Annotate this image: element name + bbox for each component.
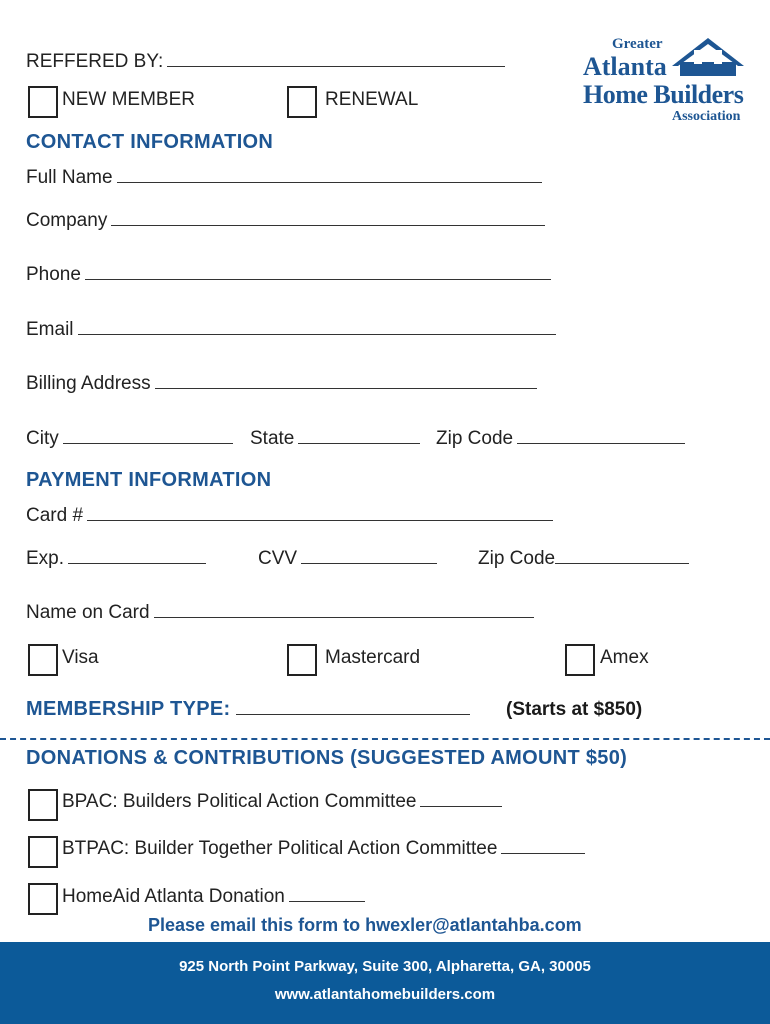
phone-input[interactable] xyxy=(85,263,551,280)
bpac-amount-input[interactable] xyxy=(420,790,502,807)
exp-label: Exp. xyxy=(26,548,65,569)
mastercard-label: Mastercard xyxy=(325,647,421,668)
card-zip-label: Zip Code xyxy=(478,548,556,569)
membership-price-note: (Starts at $850) xyxy=(506,699,643,720)
btpac-checkbox[interactable] xyxy=(28,836,58,868)
full-name-field xyxy=(26,166,542,189)
name-on-card-field xyxy=(26,601,534,624)
zip-input[interactable] xyxy=(517,427,685,444)
donations-heading: DONATIONS & CONTRIBUTIONS (SUGGESTED AMOUNT $50) xyxy=(26,747,628,769)
gahba-logo xyxy=(580,36,748,128)
payment-heading: PAYMENT INFORMATION xyxy=(26,469,272,491)
phone-label: Phone xyxy=(26,264,81,285)
email-field xyxy=(26,318,556,341)
dashed-divider xyxy=(0,738,770,740)
new-member-label: NEW MEMBER xyxy=(62,89,195,110)
logo-atlanta: Atlanta xyxy=(583,52,667,81)
billing-address-field xyxy=(26,372,537,395)
state-field xyxy=(250,427,420,450)
city-input[interactable] xyxy=(63,427,233,444)
exp-field xyxy=(26,547,206,570)
bpac-checkbox[interactable] xyxy=(28,789,58,821)
bpac-label: BPAC: Builders Political Action Committee xyxy=(62,791,417,812)
footer-website-link[interactable]: www.atlantahomebuilders.com xyxy=(274,986,496,1003)
logo-association: Association xyxy=(672,109,741,124)
card-label: Card # xyxy=(26,505,84,526)
cvv-input[interactable] xyxy=(301,547,437,564)
contact-heading: CONTACT INFORMATION xyxy=(26,131,274,153)
company-label: Company xyxy=(26,210,108,231)
renewal-checkbox[interactable] xyxy=(287,86,317,118)
renewal-label: RENEWAL xyxy=(325,89,419,110)
homeaid-label: HomeAid Atlanta Donation xyxy=(62,886,285,907)
btpac-label: BTPAC: Builder Together Political Action Committee xyxy=(62,838,498,859)
card-field xyxy=(26,504,553,527)
btpac-field xyxy=(62,837,585,860)
zip-field xyxy=(436,427,685,450)
mastercard-checkbox[interactable] xyxy=(287,644,317,676)
card-zip-input[interactable] xyxy=(555,547,689,564)
company-input[interactable] xyxy=(111,209,545,226)
billing-address-input[interactable] xyxy=(155,372,537,389)
city-field xyxy=(26,427,233,450)
cvv-label: CVV xyxy=(258,548,298,569)
visa-checkbox[interactable] xyxy=(28,644,58,676)
amex-checkbox[interactable] xyxy=(565,644,595,676)
new-member-checkbox[interactable] xyxy=(28,86,58,118)
state-input[interactable] xyxy=(298,427,420,444)
amex-label: Amex xyxy=(600,647,649,668)
card-zip-field xyxy=(478,547,689,570)
membership-type-label: MEMBERSHIP TYPE: xyxy=(26,698,231,720)
membership-type-field xyxy=(26,698,470,721)
zip-label: Zip Code xyxy=(436,428,514,449)
card-input[interactable] xyxy=(87,504,553,521)
email-input[interactable] xyxy=(78,318,556,335)
city-label: City xyxy=(26,428,59,449)
referred-by-field xyxy=(26,50,505,73)
referred-by-label: REFFERED BY: xyxy=(26,51,164,72)
full-name-label: Full Name xyxy=(26,167,113,188)
email-instructions: Please email this form to hwexler@atlantahba.com xyxy=(148,915,582,935)
membership-type-input[interactable] xyxy=(236,698,470,715)
phone-field xyxy=(26,263,551,286)
homeaid-checkbox[interactable] xyxy=(28,883,58,915)
billing-address-label: Billing Address xyxy=(26,373,151,394)
bpac-field xyxy=(62,790,502,813)
name-on-card-label: Name on Card xyxy=(26,602,150,623)
referred-by-input[interactable] xyxy=(167,50,505,67)
email-label: Email xyxy=(26,319,74,340)
homeaid-amount-input[interactable] xyxy=(289,885,365,902)
state-label: State xyxy=(250,428,295,449)
homeaid-field xyxy=(62,885,365,908)
footer-bar xyxy=(0,942,770,1024)
company-field xyxy=(26,209,545,232)
name-on-card-input[interactable] xyxy=(154,601,534,618)
exp-input[interactable] xyxy=(68,547,206,564)
cvv-field xyxy=(258,547,437,570)
logo-greater: Greater xyxy=(612,36,663,52)
footer-address: 925 North Point Parkway, Suite 300, Alpharetta, GA, 30005 xyxy=(179,958,591,975)
visa-label: Visa xyxy=(62,647,99,668)
btpac-amount-input[interactable] xyxy=(501,837,585,854)
logo-home-builders: Home Builders xyxy=(583,80,744,109)
full-name-input[interactable] xyxy=(117,166,542,183)
